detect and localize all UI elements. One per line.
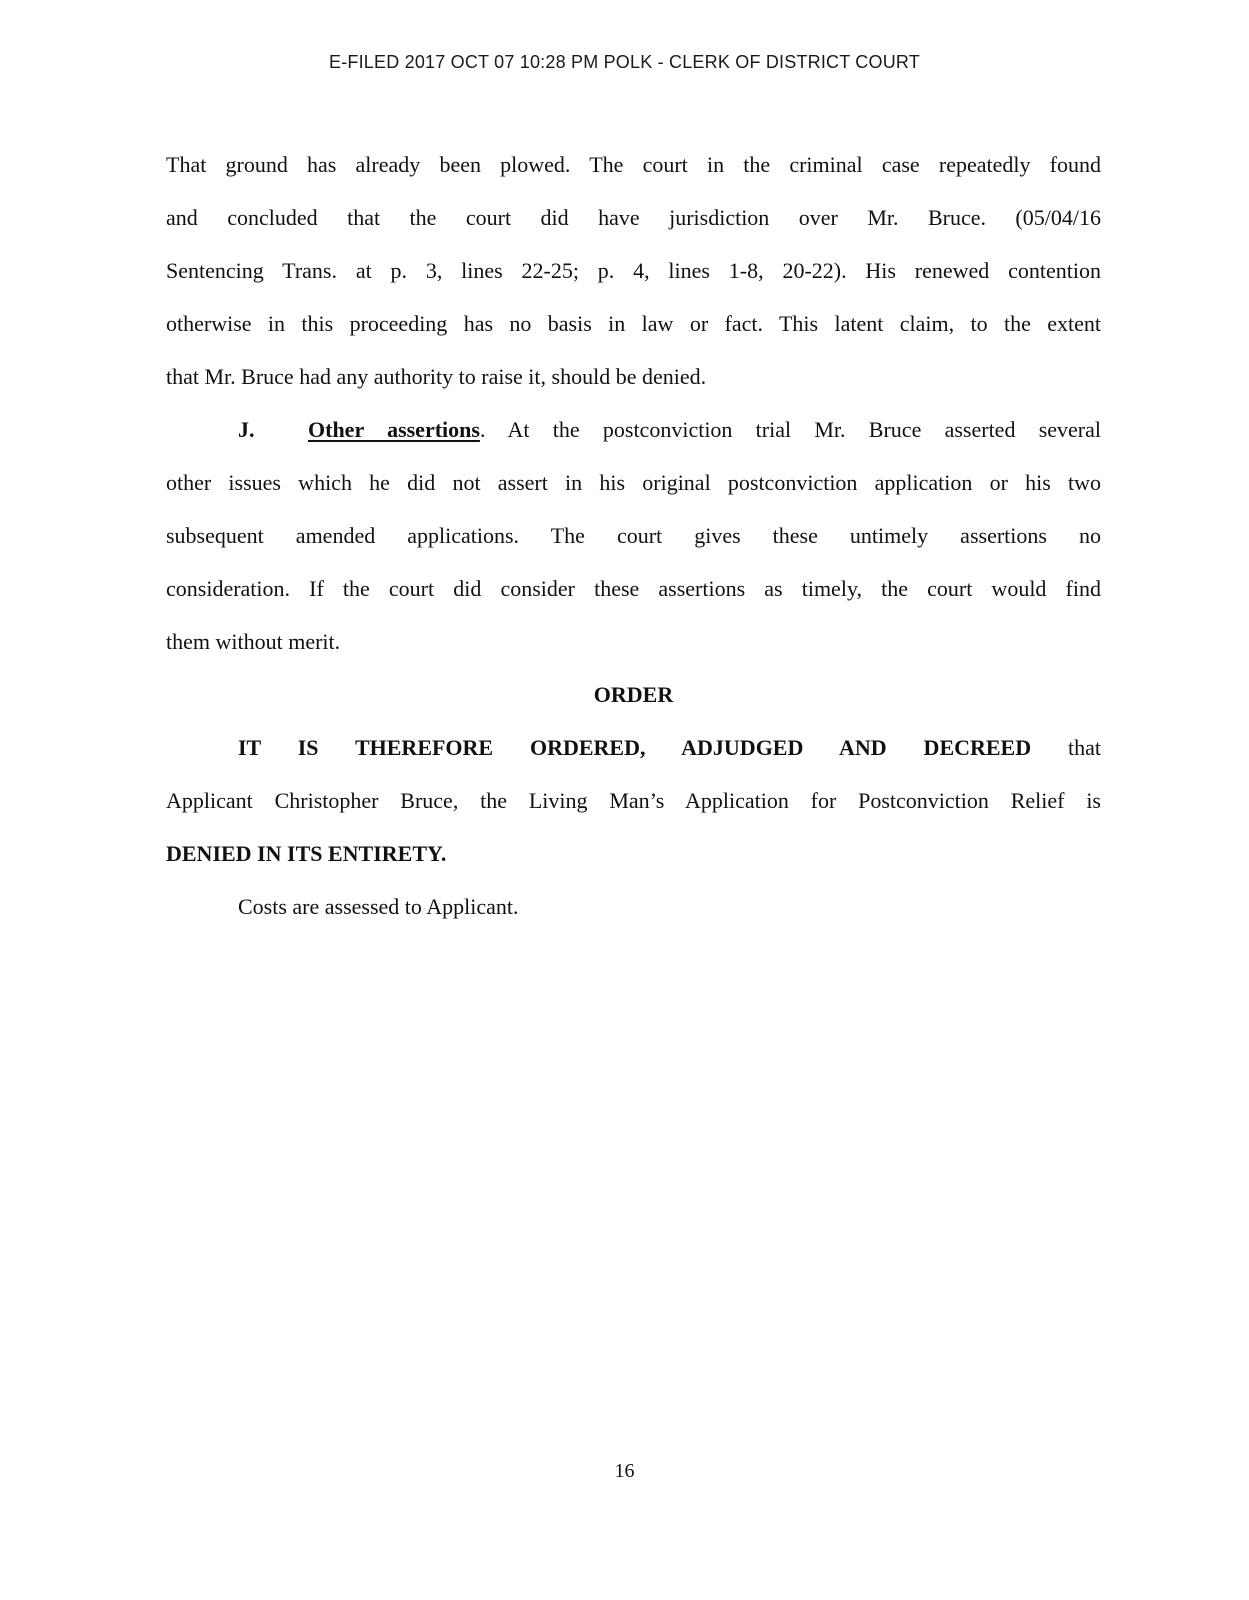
efiled-stamp: E-FILED 2017 OCT 07 10:28 PM POLK - CLERK OF DISTRICT COURT xyxy=(329,52,920,72)
order-decree-line-2: Applicant Christopher Bruce, the Living Man’s Application for Postconviction Relief is xyxy=(166,788,1101,813)
paragraph-1-line-3: Sentencing Trans. at p. 3, lines 22-25; p. 4, lines 1-8, 20-22). His renewed contention xyxy=(166,258,1101,283)
section-j-title: Other assertions xyxy=(308,417,480,442)
order-decree-bold: IT IS THEREFORE ORDERED, ADJUDGED AND DECREED xyxy=(238,735,1032,760)
paragraph-1-line-1: That ground has already been plowed. The court in the criminal case repeatedly found xyxy=(166,152,1101,177)
order-decree-rest: that xyxy=(1031,735,1101,760)
section-j-line-3: subsequent amended applications. The court gives these untimely assertions no xyxy=(166,523,1101,548)
section-j-line-1 xyxy=(166,415,1101,445)
body-text xyxy=(166,150,1101,950)
paragraph-1-line-5: that Mr. Bruce had any authority to raise it, should be denied. xyxy=(166,364,707,389)
order-heading: ORDER xyxy=(593,682,674,707)
section-j-line-2: other issues which he did not assert in his original postconviction application or his two xyxy=(166,470,1101,495)
page-number: 16 xyxy=(614,1460,635,1482)
section-j-letter: J. xyxy=(238,417,255,442)
paragraph-1-line-4: otherwise in this proceeding has no basis in law or fact. This latent claim, to the extent xyxy=(166,311,1101,336)
order-decree-line-3: DENIED IN ITS ENTIRETY. xyxy=(166,841,447,866)
section-j-line-1-text: . At the postconviction trial Mr. Bruce asserted several xyxy=(479,417,1101,442)
section-j-line-5: them without merit. xyxy=(166,629,341,654)
order-decree-line-1 xyxy=(166,733,1101,763)
paragraph-1-line-2: and concluded that the court did have jurisdiction over Mr. Bruce. (05/04/16 xyxy=(166,205,1101,230)
order-costs: Costs are assessed to Applicant. xyxy=(238,894,519,919)
section-j-line-4: consideration. If the court did consider these assertions as timely, the court would find xyxy=(166,576,1101,601)
